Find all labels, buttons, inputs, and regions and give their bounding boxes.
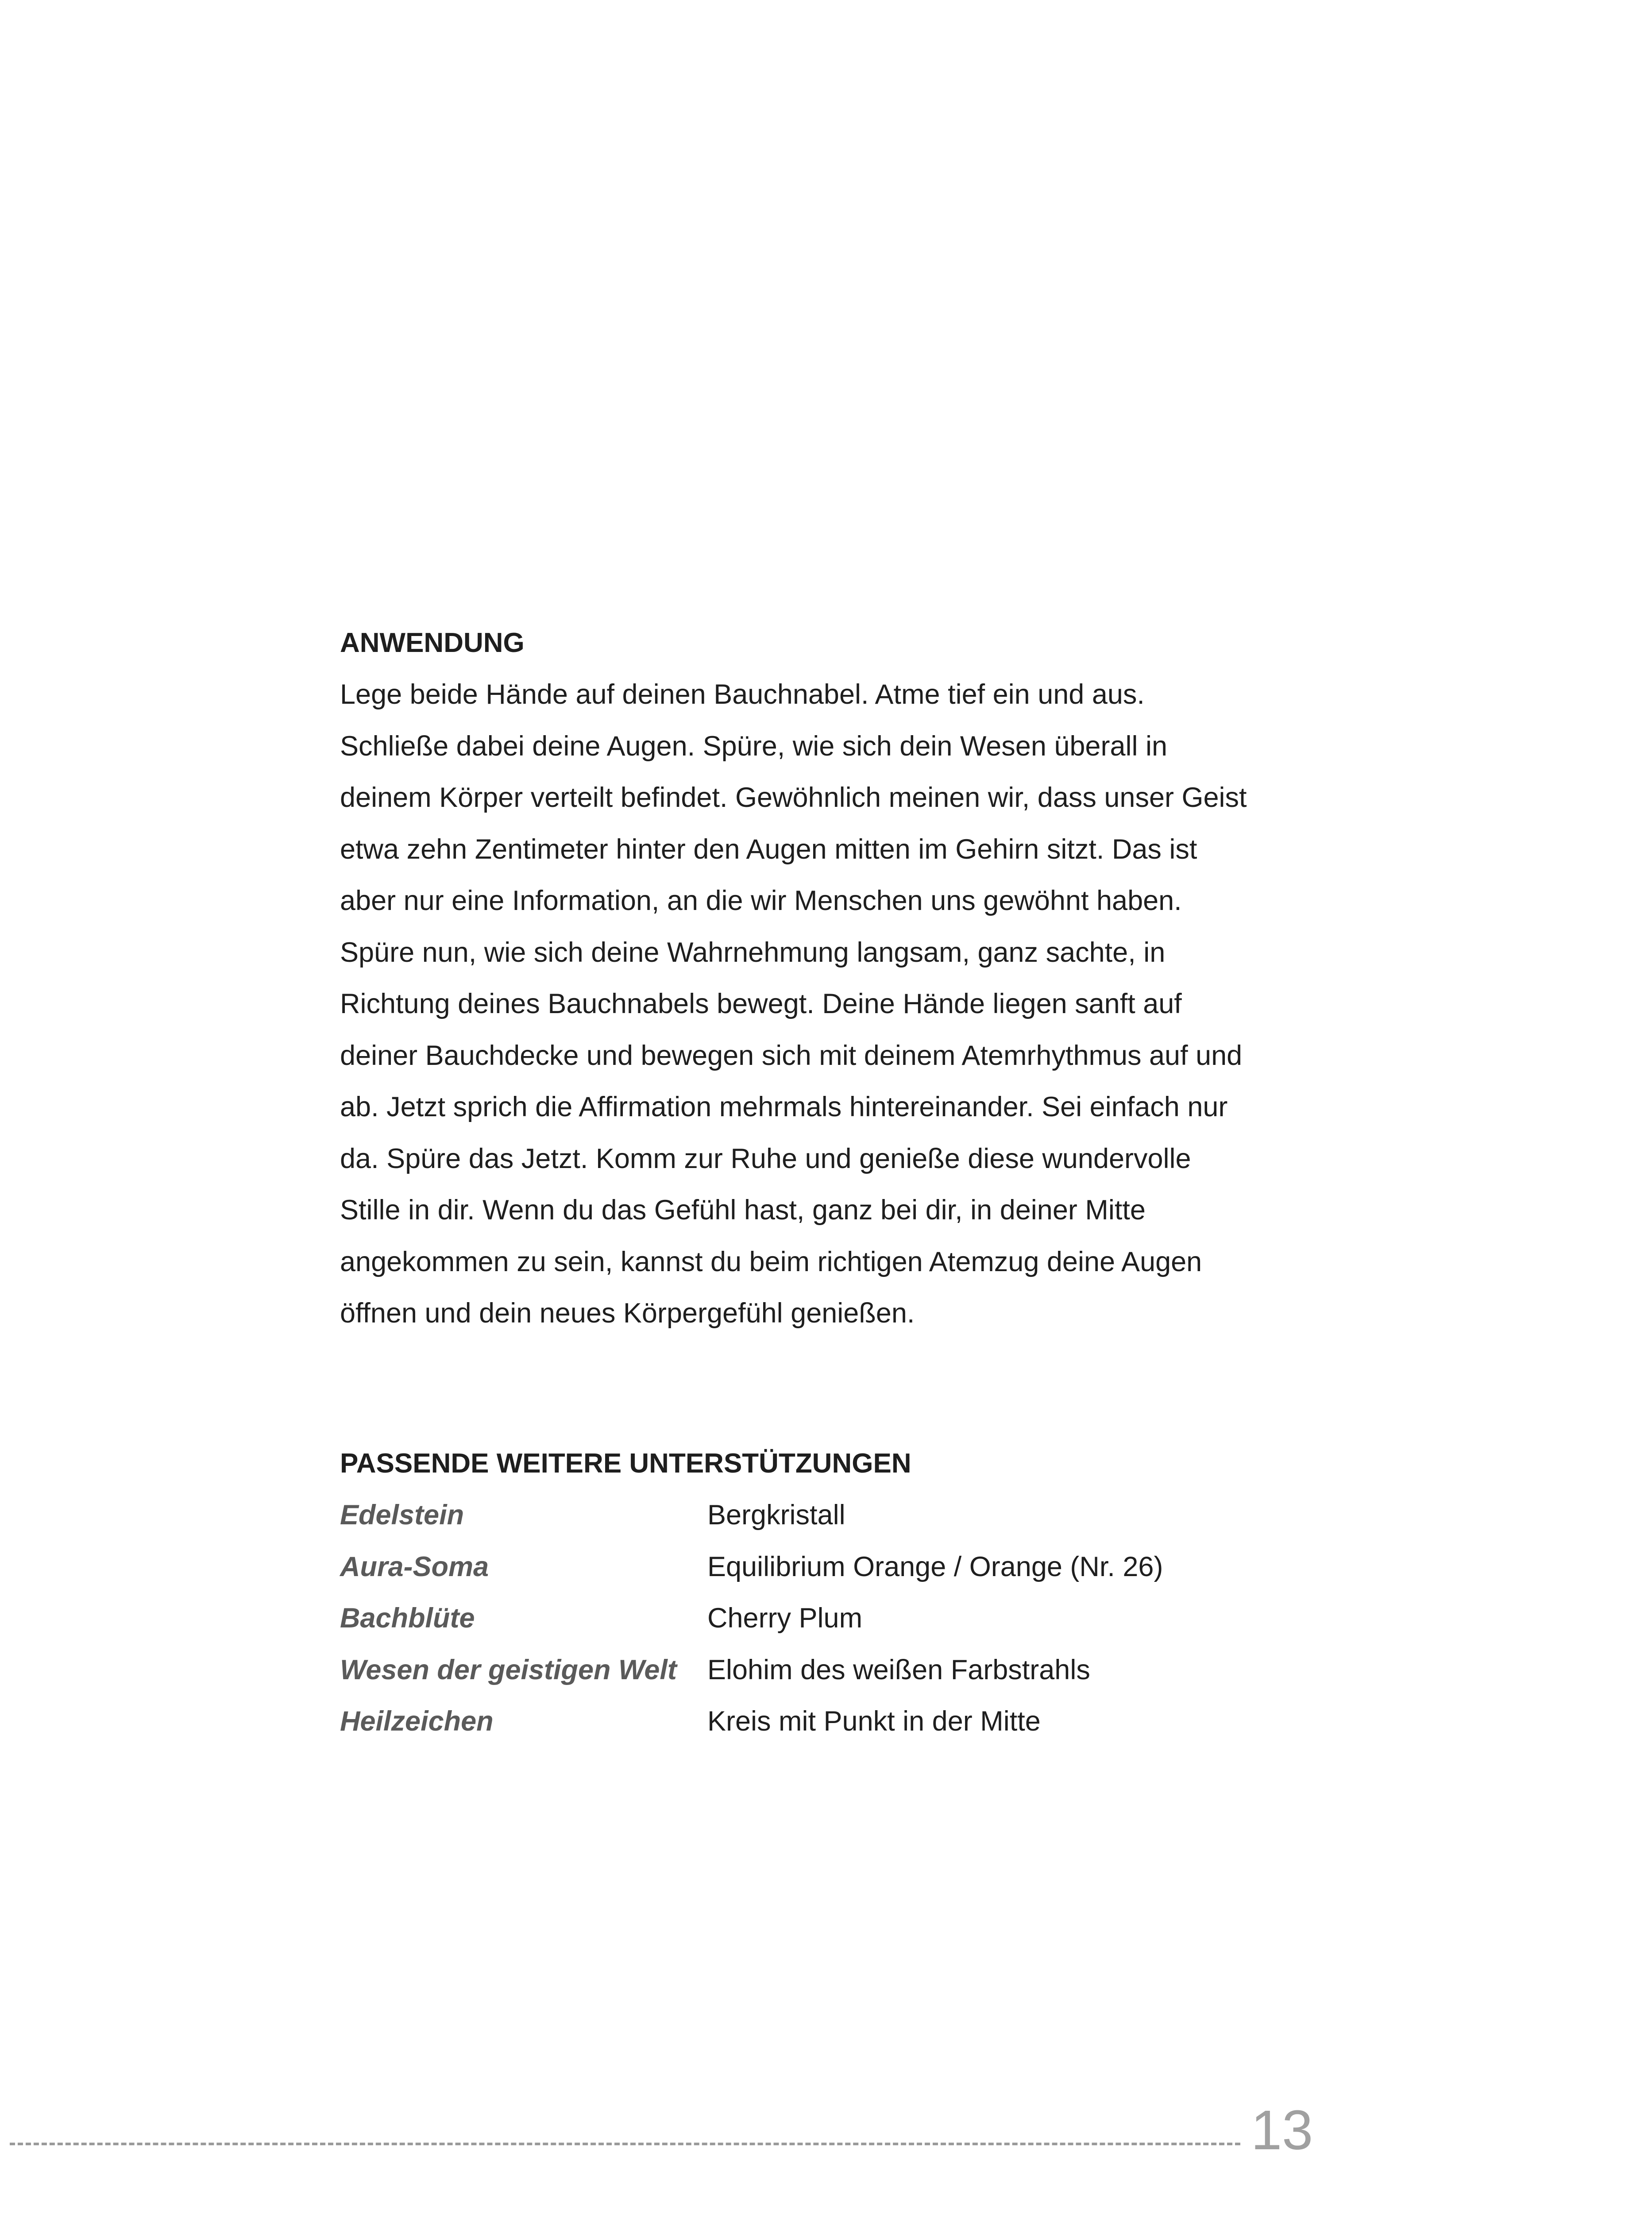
support-row (340, 1696, 1402, 1747)
paragraph-line: angekommen zu sein, kannst du beim richtigen Atemzug deine Augen (340, 1246, 1202, 1277)
support-label: Bachblüte (340, 1603, 475, 1634)
paragraph-line: aber nur eine Information, an die wir Menschen uns gewöhnt haben. (340, 885, 1182, 916)
support-row (340, 1592, 1402, 1644)
support-row (340, 1644, 1402, 1696)
support-table (340, 1489, 1402, 1747)
anwendung-heading: ANWENDUNG (340, 628, 525, 658)
paragraph-line: öffnen und dein neues Körpergefühl genießen. (340, 1298, 915, 1329)
page-number: 13 (1251, 2099, 1313, 2161)
paragraph-line: Lege beide Hände auf deinen Bauchnabel. Atme tief ein und aus. (340, 679, 1145, 710)
paragraph-line: ab. Jetzt sprich die Affirmation mehrmals hintereinander. Sei einfach nur (340, 1091, 1228, 1122)
support-value: Cherry Plum (707, 1603, 863, 1634)
support-value: Elohim des weißen Farbstrahls (707, 1654, 1090, 1685)
support-heading: PASSENDE WEITERE UNTERSTÜTZUNGEN (340, 1448, 911, 1479)
paragraph-line: deiner Bauchdecke und bewegen sich mit deinem Atemrhythmus auf und (340, 1040, 1243, 1071)
support-section (340, 1438, 1402, 1747)
support-value: Equilibrium Orange / Orange (Nr. 26) (707, 1551, 1163, 1582)
support-value: Bergkristall (707, 1500, 845, 1531)
paragraph-line: Schließe dabei deine Augen. Spüre, wie sich dein Wesen überall in (340, 730, 1168, 762)
footer-dashed-rule (10, 2143, 1240, 2145)
paragraph-line: da. Spüre das Jetzt. Komm zur Ruhe und genieße diese wundervolle (340, 1143, 1191, 1174)
paragraph-line: Stille in dir. Wenn du das Gefühl hast, ganz bei dir, in deiner Mitte (340, 1195, 1146, 1226)
paragraph-line: Spüre nun, wie sich deine Wahrnehmung langsam, ganz sachte, in (340, 937, 1166, 968)
anwendung-paragraph (340, 669, 1332, 1339)
support-label: Heilzeichen (340, 1706, 494, 1737)
paragraph-line: Richtung deines Bauchnabels bewegt. Deine Hände liegen sanft auf (340, 988, 1182, 1019)
support-row (340, 1541, 1402, 1593)
support-label: Aura-Soma (340, 1551, 489, 1582)
support-value: Kreis mit Punkt in der Mitte (707, 1706, 1041, 1737)
support-row (340, 1489, 1402, 1541)
paragraph-line: deinem Körper verteilt befindet. Gewöhnlich meinen wir, dass unser Geist (340, 782, 1247, 813)
anwendung-section (340, 617, 1332, 1339)
support-label: Edelstein (340, 1500, 464, 1531)
support-label: Wesen der geistigen Welt (340, 1654, 677, 1685)
paragraph-line: etwa zehn Zentimeter hinter den Augen mitten im Gehirn sitzt. Das ist (340, 833, 1197, 865)
